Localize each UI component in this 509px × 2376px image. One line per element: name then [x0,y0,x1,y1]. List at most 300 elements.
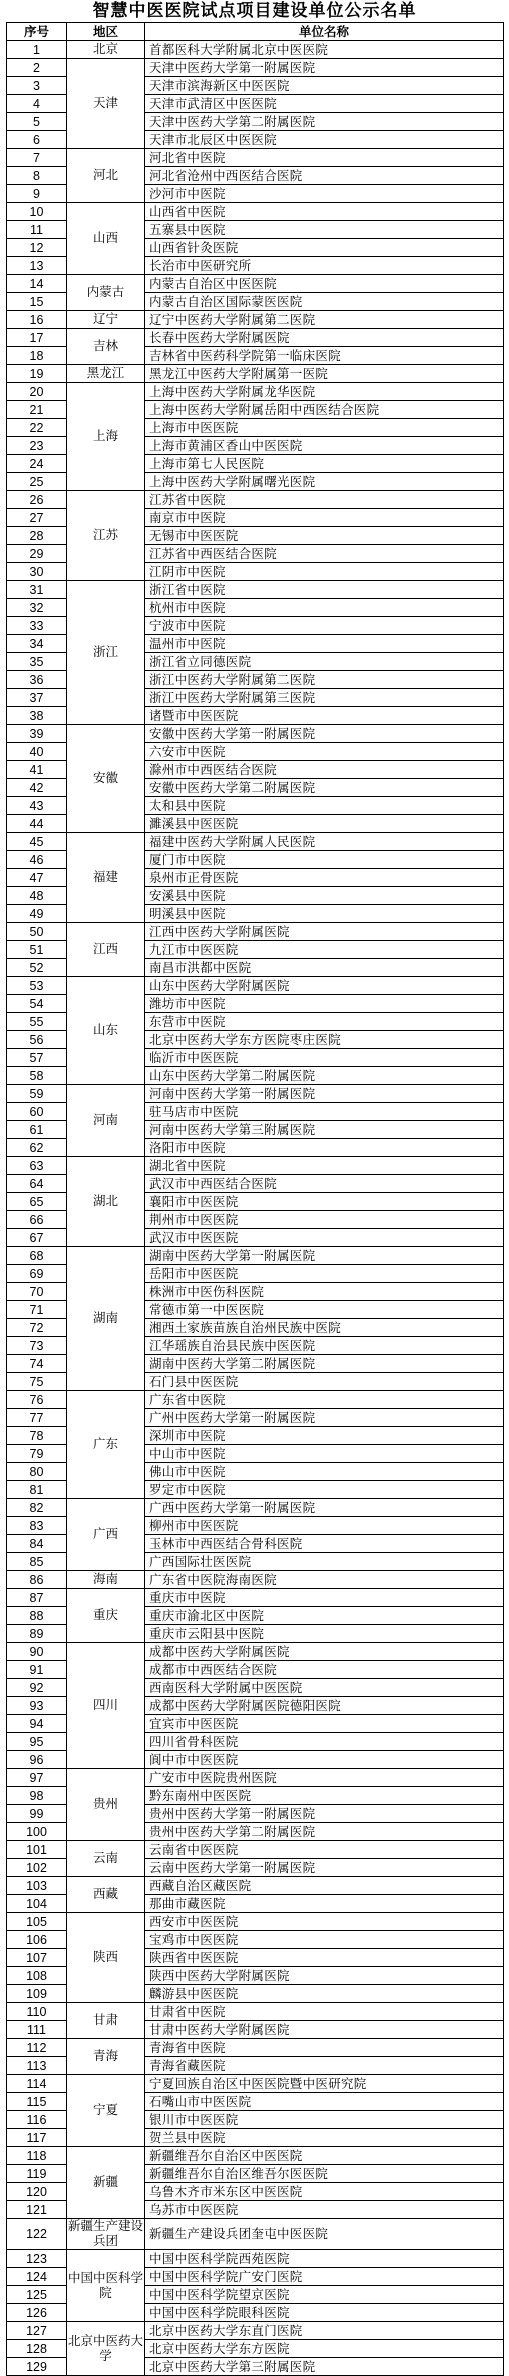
row-number: 67 [7,1229,67,1247]
table-row [7,2322,504,2340]
unit-name: 广东省中医院 [145,1391,504,1409]
unit-name: 湖南中医药大学第二附属医院 [145,1355,504,1373]
row-number: 70 [7,1283,67,1301]
unit-name: 石门县中医医院 [145,1373,504,1391]
region-cell: 福建 [67,833,145,923]
row-number: 126 [7,2304,67,2322]
unit-name: 西安市中医医院 [145,1913,504,1931]
unit-name: 罗定市中医院 [145,1481,504,1499]
unit-name: 杭州市中医院 [145,599,504,617]
unit-name: 上海市黄浦区香山中医医院 [145,437,504,455]
unit-name: 江阴市中医院 [145,563,504,581]
row-number: 61 [7,1121,67,1139]
region-cell: 北京中医药大学 [67,2322,145,2376]
unit-name: 驻马店市中医院 [145,1103,504,1121]
table-row [7,41,504,59]
table-row [7,833,504,851]
unit-name: 南京市中医院 [145,509,504,527]
row-number: 63 [7,1157,67,1175]
row-number: 55 [7,1013,67,1031]
unit-name: 襄阳市中医医院 [145,1193,504,1211]
unit-name: 山东中医药大学第二附属医院 [145,1067,504,1085]
region-cell: 广东 [67,1391,145,1499]
row-number: 88 [7,1607,67,1625]
row-number: 121 [7,2201,67,2219]
unit-name: 上海中医药大学附属龙华医院 [145,383,504,401]
row-number: 8 [7,167,67,185]
unit-name: 武汉市中西医结合医院 [145,1175,504,1193]
unit-name: 乌鲁木齐市米东区中医医院 [145,2183,504,2201]
region-cell: 江西 [67,923,145,977]
row-number: 21 [7,401,67,419]
unit-name: 上海市中医医院 [145,419,504,437]
unit-name: 宝鸡市中医医院 [145,1931,504,1949]
unit-name: 青海省中医院 [145,2039,504,2057]
unit-name: 新疆生产建设兵团奎屯中医医院 [145,2219,504,2250]
row-number: 85 [7,1553,67,1571]
unit-name: 云南省中医医院 [145,1841,504,1859]
row-number: 40 [7,743,67,761]
unit-name: 石嘴山市中医医院 [145,2093,504,2111]
unit-name: 黑龙江中医药大学附属第一医院 [145,365,504,383]
unit-name: 上海中医药大学附属曙光医院 [145,473,504,491]
row-number: 107 [7,1949,67,1967]
row-number: 47 [7,869,67,887]
row-number: 97 [7,1769,67,1787]
row-number: 108 [7,1967,67,1985]
table-row [7,1571,504,1589]
row-number: 42 [7,779,67,797]
unit-name: 重庆市中医院 [145,1589,504,1607]
row-number: 18 [7,347,67,365]
row-number: 45 [7,833,67,851]
row-number: 6 [7,131,67,149]
unit-name: 江苏省中西医结合医院 [145,545,504,563]
unit-name: 佛山市中医院 [145,1463,504,1481]
unit-name: 重庆市渝北区中医院 [145,1607,504,1625]
region-cell: 海南 [67,1571,145,1589]
unit-name: 宁波市中医院 [145,617,504,635]
unit-name: 河北省沧州中西医结合医院 [145,167,504,185]
row-number: 66 [7,1211,67,1229]
unit-name: 湖北省中医院 [145,1157,504,1175]
unit-name: 浙江中医药大学附属第三医院 [145,689,504,707]
region-cell: 北京 [67,41,145,59]
unit-name: 深圳市中医院 [145,1427,504,1445]
row-number: 79 [7,1445,67,1463]
unit-name: 福建中医药大学附属人民医院 [145,833,504,851]
row-number: 59 [7,1085,67,1103]
region-cell: 广西 [67,1499,145,1571]
unit-name: 四川省骨科医院 [145,1733,504,1751]
unit-name: 新疆维吾尔自治区中医医院 [145,2147,504,2165]
unit-name: 山西省针灸医院 [145,239,504,257]
row-number: 60 [7,1103,67,1121]
row-number: 80 [7,1463,67,1481]
unit-name: 贵州中医药大学第一附属医院 [145,1805,504,1823]
row-number: 13 [7,257,67,275]
table-row [7,1589,504,1607]
region-cell: 陕西 [67,1913,145,2003]
table-row [7,1085,504,1103]
row-number: 58 [7,1067,67,1085]
row-number: 94 [7,1715,67,1733]
unit-name: 六安市中医院 [145,743,504,761]
unit-name: 西南医科大学附属中医医院 [145,1679,504,1697]
row-number: 19 [7,365,67,383]
row-number: 119 [7,2165,67,2183]
unit-name: 山西省中医院 [145,203,504,221]
region-cell: 内蒙古 [67,275,145,311]
table-row [7,1643,504,1661]
row-number: 31 [7,581,67,599]
row-number: 34 [7,635,67,653]
row-number: 95 [7,1733,67,1751]
row-number: 117 [7,2129,67,2147]
unit-name: 天津市武清区中医医院 [145,95,504,113]
table-row [7,1913,504,1931]
unit-name: 浙江省中医院 [145,581,504,599]
row-number: 4 [7,95,67,113]
table-row [7,1877,504,1895]
row-number: 90 [7,1643,67,1661]
row-number: 125 [7,2286,67,2304]
row-number: 93 [7,1697,67,1715]
row-number: 73 [7,1337,67,1355]
table-row [7,2039,504,2057]
unit-name: 南昌市洪都中医院 [145,959,504,977]
unit-name: 濉溪县中医医院 [145,815,504,833]
unit-name: 河南中医药大学第一附属医院 [145,1085,504,1103]
table-row [7,275,504,293]
row-number: 17 [7,329,67,347]
region-cell: 吉林 [67,329,145,365]
unit-name: 广西国际壮医医院 [145,1553,504,1571]
table-row [7,977,504,995]
row-number: 102 [7,1859,67,1877]
unit-name: 江苏省中医院 [145,491,504,509]
row-number: 27 [7,509,67,527]
table-row [7,1841,504,1859]
row-number: 109 [7,1985,67,2003]
row-number: 113 [7,2057,67,2075]
row-number: 14 [7,275,67,293]
row-number: 3 [7,77,67,95]
row-number: 43 [7,797,67,815]
unit-name: 潍坊市中医院 [145,995,504,1013]
row-number: 53 [7,977,67,995]
unit-name: 河北省中医院 [145,149,504,167]
row-number: 71 [7,1301,67,1319]
region-cell: 天津 [67,59,145,149]
row-number: 29 [7,545,67,563]
row-number: 78 [7,1427,67,1445]
row-number: 82 [7,1499,67,1517]
row-number: 116 [7,2111,67,2129]
unit-name: 广东省中医院海南医院 [145,1571,504,1589]
unit-name: 柳州市中医医院 [145,1517,504,1535]
unit-name: 乌苏市中医医院 [145,2201,504,2219]
unit-name: 明溪县中医院 [145,905,504,923]
unit-name: 北京中医药大学第三附属医院 [145,2358,504,2376]
row-number: 50 [7,923,67,941]
unit-name: 浙江中医药大学附属第二医院 [145,671,504,689]
region-cell: 上海 [67,383,145,491]
table-row [7,491,504,509]
row-number: 120 [7,2183,67,2201]
row-number: 12 [7,239,67,257]
row-number: 33 [7,617,67,635]
region-cell: 中国中医科学院 [67,2250,145,2322]
row-number: 32 [7,599,67,617]
unit-name: 银川市中医医院 [145,2111,504,2129]
row-number: 20 [7,383,67,401]
unit-name: 天津中医药大学第二附属医院 [145,113,504,131]
row-number: 122 [7,2219,67,2250]
unit-name: 天津市北辰区中医医院 [145,131,504,149]
unit-name: 天津中医药大学第一附属医院 [145,59,504,77]
row-number: 128 [7,2340,67,2358]
region-cell: 新疆生产建设兵团 [67,2219,143,2248]
unit-name: 中国中医科学院广安门医院 [145,2268,504,2286]
region-cell: 青海 [67,2039,145,2075]
row-number: 7 [7,149,67,167]
unit-name: 湘西土家族苗族自治州民族中医院 [145,1319,504,1337]
row-number: 98 [7,1787,67,1805]
unit-name: 成都市中西医结合医院 [145,1661,504,1679]
row-number: 74 [7,1355,67,1373]
table-row [7,2075,504,2093]
unit-name: 诸暨市中医医院 [145,707,504,725]
row-number: 39 [7,725,67,743]
row-number: 76 [7,1391,67,1409]
row-number: 92 [7,1679,67,1697]
unit-name: 长治市中医研究所 [145,257,504,275]
header-number: 序号 [7,23,67,41]
row-number: 103 [7,1877,67,1895]
table-row [7,149,504,167]
region-cell: 甘肃 [67,2003,145,2039]
document-title: 智慧中医医院试点项目建设单位公示名单 [92,1,417,20]
unit-name: 江华瑶族自治县民族中医医院 [145,1337,504,1355]
unit-name: 温州市中医院 [145,635,504,653]
row-number: 69 [7,1265,67,1283]
unit-name: 东营市中医院 [145,1013,504,1031]
row-number: 51 [7,941,67,959]
row-number: 46 [7,851,67,869]
row-number: 124 [7,2268,67,2286]
row-number: 91 [7,1661,67,1679]
region-cell: 宁夏 [67,2075,145,2147]
row-number: 23 [7,437,67,455]
unit-name: 山东中医药大学附属医院 [145,977,504,995]
row-number: 83 [7,1517,67,1535]
table-body [7,41,504,2376]
table-row [7,1391,504,1409]
unit-name: 中国中医科学院眼科医院 [145,2304,504,2322]
unit-name: 九江市中医医院 [145,941,504,959]
row-number: 16 [7,311,67,329]
unit-name: 青海省藏医院 [145,2057,504,2075]
table-row [7,1499,504,1517]
row-number: 68 [7,1247,67,1265]
unit-name: 玉林市中西医结合骨科医院 [145,1535,504,1553]
row-number: 84 [7,1535,67,1553]
table-row [7,1157,504,1175]
unit-name: 湖南中医药大学第一附属医院 [145,1247,504,1265]
unit-name: 河南中医药大学第三附属医院 [145,1121,504,1139]
row-number: 22 [7,419,67,437]
table-row [7,923,504,941]
unit-name: 北京中医药大学东直门医院 [145,2322,504,2340]
row-number: 44 [7,815,67,833]
table-row [7,1247,504,1265]
unit-name: 贺兰县中医院 [145,2129,504,2147]
row-number: 77 [7,1409,67,1427]
region-cell: 新疆 [67,2147,145,2219]
header-unit-name: 单位名称 [145,23,504,41]
table-row [7,59,504,77]
unit-name: 浙江省立同德医院 [145,653,504,671]
row-number: 75 [7,1373,67,1391]
row-number: 9 [7,185,67,203]
row-number: 104 [7,1895,67,1913]
unit-name: 荆州市中医医院 [145,1211,504,1229]
table-row [7,311,504,329]
region-cell: 河南 [67,1085,145,1157]
row-number: 38 [7,707,67,725]
unit-name: 陕西中医药大学附属医院 [145,1967,504,1985]
row-number: 118 [7,2147,67,2165]
unit-name: 安徽中医药大学第一附属医院 [145,725,504,743]
row-number: 100 [7,1823,67,1841]
unit-name: 株洲市中医伤科医院 [145,1283,504,1301]
region-cell: 山西 [67,203,145,275]
unit-name: 中山市中医院 [145,1445,504,1463]
unit-name: 内蒙古自治区中医医院 [145,275,504,293]
unit-name: 宜宾市中医医院 [145,1715,504,1733]
row-number: 5 [7,113,67,131]
table-row [7,2147,504,2165]
unit-name: 无锡市中医医院 [145,527,504,545]
table-row [7,2219,504,2250]
row-number: 11 [7,221,67,239]
region-cell: 重庆 [67,1589,145,1643]
unit-name: 成都中医药大学附属医院 [145,1643,504,1661]
unit-name: 中国中医科学院望京医院 [145,2286,504,2304]
row-number: 105 [7,1913,67,1931]
row-number: 56 [7,1031,67,1049]
row-number: 112 [7,2039,67,2057]
row-number: 24 [7,455,67,473]
row-number: 72 [7,1319,67,1337]
row-number: 96 [7,1751,67,1769]
row-number: 41 [7,761,67,779]
row-number: 35 [7,653,67,671]
region-cell: 安徽 [67,725,145,833]
region-cell: 西藏 [67,1877,145,1913]
header-region: 地区 [67,23,145,41]
unit-name: 甘肃中医药大学附属医院 [145,2021,504,2039]
region-cell: 贵州 [67,1769,145,1841]
table-row [7,725,504,743]
row-number: 2 [7,59,67,77]
row-number: 49 [7,905,67,923]
unit-name: 西藏自治区藏医院 [145,1877,504,1895]
row-number: 52 [7,959,67,977]
unit-name: 云南中医药大学第一附属医院 [145,1859,504,1877]
unit-name: 内蒙古自治区国际蒙医医院 [145,293,504,311]
row-number: 87 [7,1589,67,1607]
unit-name: 中国中医科学院西苑医院 [145,2250,504,2268]
row-number: 114 [7,2075,67,2093]
unit-name: 麟游县中医医院 [145,1985,504,2003]
unit-name: 上海中医药大学附属岳阳中西医结合医院 [145,401,504,419]
row-number: 127 [7,2322,67,2340]
unit-name: 洛阳市中医院 [145,1139,504,1157]
region-cell: 山东 [67,977,145,1085]
unit-name: 甘肃省中医院 [145,2003,504,2021]
unit-name: 安徽中医药大学第二附属医院 [145,779,504,797]
unit-name: 广州中医药大学第一附属医院 [145,1409,504,1427]
row-number: 81 [7,1481,67,1499]
table-row [7,1769,504,1787]
unit-name: 泉州市正骨医院 [145,869,504,887]
region-cell: 浙江 [67,581,145,725]
unit-name: 吉林省中医药科学院第一临床医院 [145,347,504,365]
unit-name: 广安市中医院贵州医院 [145,1769,504,1787]
unit-name: 阆中市中医医院 [145,1751,504,1769]
region-cell: 云南 [67,1841,145,1877]
unit-name: 厦门市中医院 [145,851,504,869]
row-number: 65 [7,1193,67,1211]
row-number: 10 [7,203,67,221]
table-row [7,2250,504,2268]
unit-name: 新疆维吾尔自治区维吾尔医医院 [145,2165,504,2183]
row-number: 110 [7,2003,67,2021]
row-number: 30 [7,563,67,581]
table-row [7,365,504,383]
row-number: 37 [7,689,67,707]
unit-name: 岳阳市中医医院 [145,1265,504,1283]
row-number: 57 [7,1049,67,1067]
row-number: 26 [7,491,67,509]
row-number: 62 [7,1139,67,1157]
unit-name: 北京中医药大学东方医院枣庄医院 [145,1031,504,1049]
row-number: 123 [7,2250,67,2268]
unit-name: 滁州市中西医结合医院 [145,761,504,779]
table-row [7,383,504,401]
region-cell: 江苏 [67,491,145,581]
row-number: 106 [7,1931,67,1949]
region-cell: 黑龙江 [67,365,145,383]
row-number: 86 [7,1571,67,1589]
unit-name: 陕西省中医医院 [145,1949,504,1967]
table-row [7,2003,504,2021]
unit-name: 沙河市中医院 [145,185,504,203]
unit-name: 江西中医药大学附属医院 [145,923,504,941]
region-cell: 辽宁 [67,311,145,329]
row-number: 54 [7,995,67,1013]
row-number: 115 [7,2093,67,2111]
unit-name: 那曲市藏医院 [145,1895,504,1913]
unit-name: 五寨县中医院 [145,221,504,239]
unit-name: 首都医科大学附属北京中医医院 [145,41,504,59]
unit-list-table [6,22,504,2376]
table-row [7,581,504,599]
row-number: 36 [7,671,67,689]
unit-name: 天津市滨海新区中医医院 [145,77,504,95]
